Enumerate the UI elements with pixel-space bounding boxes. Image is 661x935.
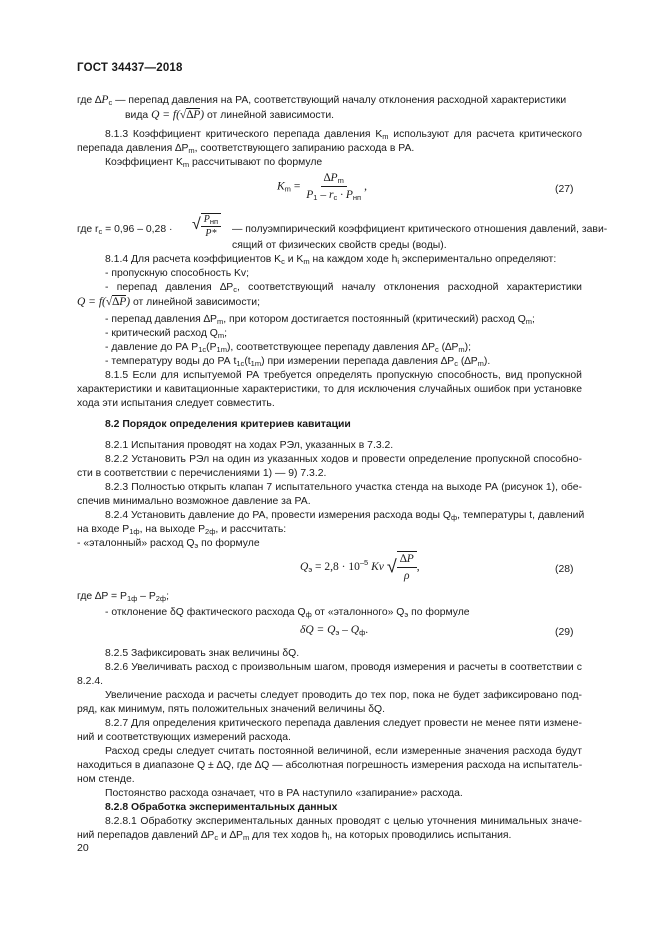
standard-header: ГОСТ 34437—2018 xyxy=(77,62,183,74)
text-line: 8.2.3 Полностью открыть клапан 7 испытательного участка стенда на выходе РА (рисунок 1), обе- xyxy=(105,482,582,493)
text-line: Коэффициент $K_m$ рассчитывают по формуле xyxy=(105,157,323,169)
equation-29: $\delta Q = Q_э - Q_ф$. xyxy=(300,624,369,637)
text-line: - критический расход $Q_m$; xyxy=(105,328,228,340)
text-line: на входе $P_{1ф}$, на выходе $P_{2ф}$, и рассчитать: xyxy=(77,524,287,536)
text-line: 8.2.4 Установить давление до РА, провести измерения расхода воды $Q_ф$, температуры t, давлений xyxy=(105,510,585,522)
text-line: где $r_c = 0,96 - 0,28$ · xyxy=(77,224,173,236)
text-line: вида Q = f(√∆P) от линейной зависимости. xyxy=(125,109,335,121)
text-line: 8.1.4 Для расчета коэффициентов $K_c$ и $K_m$ на каждом ходе $h_i$ экспериментально определяют: xyxy=(105,254,557,266)
text-line: спечив минимально возможное давление за РА. xyxy=(77,496,311,507)
text-line: где $\Delta P = P_{1ф} - P_{2ф}$; xyxy=(77,591,169,603)
text-line: 8.2.8.1 Обработку экспериментальных данных проводят с целью уточнения минимальных значе- xyxy=(105,816,582,827)
text-line: - перепад давления $\Delta P_m$, при котором достигается постоянный (критический) расход $Q_m$; xyxy=(105,314,535,326)
text-line: Постоянство расхода означает, что в РА наступило «запирание» расхода. xyxy=(105,788,463,799)
sqrt-fraction: √ $\frac{P_{нп}}{P*}$ xyxy=(192,213,221,239)
text-line: где $\Delta P_c$ — перепад давления на РА, соответствующий началу отклонения расходной характеристики xyxy=(77,94,567,107)
text-line: 8.2.2 Установить РЭл на один из указанных ходов и провести определение пропускной способно- xyxy=(105,454,582,465)
formula-inline: Q = f(√∆P) xyxy=(151,109,205,121)
text-line: сящий от физических свойств среды (воды). xyxy=(232,240,447,251)
text-line: — полуэмпирический коэффициент критического отношения давлений, зави- xyxy=(232,224,608,235)
text-line: - температуру воды до РА $t_{1c}(t_{1m})$ при измерении перепада давления $\Delta P_c$ $(\Delta P_m)$. xyxy=(105,356,491,368)
text-line: Расход среды следует считать постоянной величиной, если измеренные значения расхода будут xyxy=(105,746,582,757)
text-line: ряд, как минимум, пять положительных значений величины δQ. xyxy=(77,704,386,715)
text-line: 8.2.4. xyxy=(77,676,103,687)
text-line: 8.2.7 Для определения критического перепада давления следует провести не менее пяти измене- xyxy=(105,718,582,729)
section-heading-8-2: 8.2 Порядок определения критериев кавитации xyxy=(105,419,351,430)
text-line: хода эти испытания следует совместить. xyxy=(77,398,275,409)
text-line: 8.1.5 Если для испытуемой РА требуется определять пропускную способность, вид пропускной xyxy=(105,370,582,381)
text-line: ний перепадов давлений $\Delta P_c$ и $\Delta P_m$ для тех ходов $h_i$, на которых проводились испытания. xyxy=(77,830,512,842)
text-line: - отклонение δQ фактического расхода $Q_ф$ от «эталонного» $Q_э$ по формуле xyxy=(105,607,470,619)
text-line: 8.2.6 Увеличивать расход с произвольным шагом, проводя измерения и расчеты в соответствии с xyxy=(105,662,582,673)
equation-number: (27) xyxy=(555,184,574,195)
section-heading-8-2-8: 8.2.8 Обработка экспериментальных данных xyxy=(105,802,338,813)
text-line: Увеличение расхода и расчеты следует проводить до тех пор, пока не будет зафиксировано под- xyxy=(105,690,582,701)
equation-28: $Q_э = 2,8 \cdot 10^{-5}$ Kv √ $\frac{\Delta P}{\rho}$ , xyxy=(300,553,420,582)
text-line: - давление до РА $P_{1c}(P_{1m})$, соответствующее перепаду давления $\Delta P_c$ $(\Delta P_m)$; xyxy=(105,342,472,354)
equation-number: (28) xyxy=(555,564,574,575)
text-line: ном стенде. xyxy=(77,774,135,785)
text-line: ний и соответствующих измерений расхода. xyxy=(77,732,291,743)
text-line: - пропускную способность Kv; xyxy=(105,268,250,279)
text-line: - «эталонный» расход $Q_э$ по формуле xyxy=(77,538,260,550)
text-line: сти в соответствии с перечислениями 1) — 9) 7.3.2. xyxy=(77,468,327,479)
text-line: находиться в диапазоне Q ± ∆Q, где ∆Q — абсолютная погрешность измерения расхода на испытатель- xyxy=(77,760,583,771)
text-line: 8.2.5 Зафиксировать знак величины δQ. xyxy=(105,648,300,659)
text-line: 8.2.1 Испытания проводят на ходах РЭл, указанных в 7.3.2. xyxy=(105,440,394,451)
text-line: 8.1.3 Коэффициент критического перепада давления $K_m$ используют для расчета критического xyxy=(105,129,583,141)
equation-number: (29) xyxy=(555,627,574,638)
text-line: характеристики и кавитационные характеристики, то для исключения случайных ошибок при установке xyxy=(77,384,582,395)
text-line: - перепад давления $\Delta P_c$, соответствующий началу отклонения расходной характеристики xyxy=(105,282,582,294)
text-line: перепада давления $\Delta P_m$, соответствующего запиранию расхода в РА. xyxy=(77,143,415,155)
fraction: $\frac{\Delta P_m}{P_1 - r_c \cdot P_{нп}}$ xyxy=(306,172,362,202)
text-line: Q = f(√∆P) от линейной зависимости; xyxy=(77,296,260,308)
page-number: 20 xyxy=(77,842,89,854)
equation-27: $K_m$ = $\frac{\Delta P_m}{P_1 - r_c \cdot P_{нп}}$ , xyxy=(277,172,367,202)
